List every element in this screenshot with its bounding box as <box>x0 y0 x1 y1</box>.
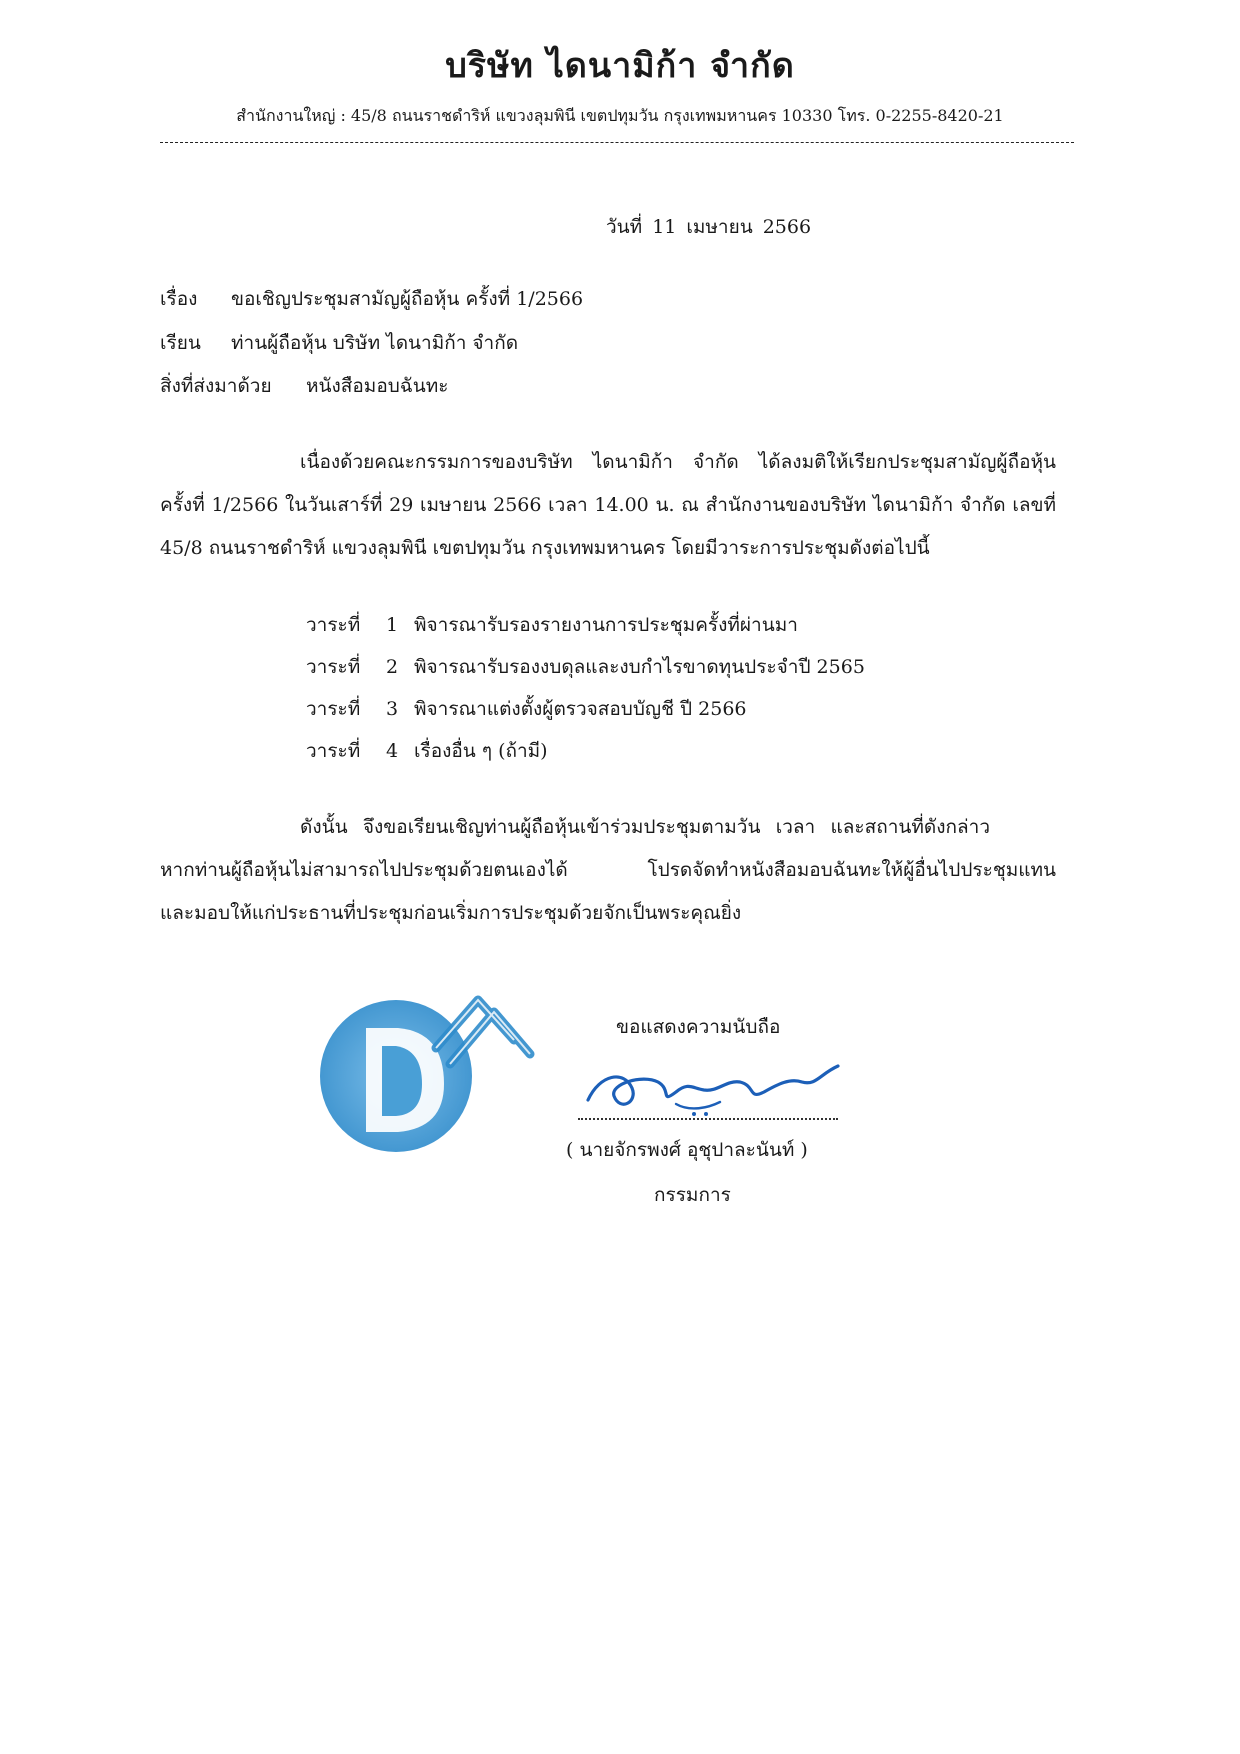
agenda-text: พิจารณาแต่งตั้งผู้ตรวจสอบบัญชี ปี 2566 <box>414 698 747 720</box>
agenda-item <box>306 610 798 640</box>
paragraph2-line1: ดังนั้น จึงขอเรียนเชิญท่านผู้ถือหุ้นเข้าร่วมประชุมตามวัน เวลา และสถานที่ดังกล่าว <box>300 816 990 838</box>
letter-date <box>606 212 821 242</box>
agenda-label: วาระที่ <box>306 656 361 678</box>
company-logo-stamp-icon <box>318 988 548 1158</box>
agenda-label: วาระที่ <box>306 698 361 720</box>
header-divider <box>160 142 1074 143</box>
signature-line <box>578 1118 838 1120</box>
signatory-title: กรรมการ <box>654 1184 731 1206</box>
date-year: 2566 <box>762 216 812 238</box>
agenda-text: เรื่องอื่น ๆ (ถ้ามี) <box>414 740 548 762</box>
agenda-text: พิจารณารับรองงบดุลและงบกำไรขาดทุนประจำปี 2565 <box>414 656 865 678</box>
date-month: เมษายน <box>686 216 753 238</box>
paragraph1-line2: ครั้งที่ 1/2566 ในวันเสาร์ที่ 29 เมษายน 2566 เวลา 14.00 น. ณ สำนักงานของบริษัท ไดนามิก้า จำกัด เลขที่ <box>160 494 1056 516</box>
subject-value: ขอเชิญประชุมสามัญผู้ถือหุ้น ครั้งที่ 1/2566 <box>231 288 584 310</box>
enclosure-label: สิ่งที่ส่งมาด้วย <box>160 375 272 397</box>
agenda-number: 2 <box>386 656 399 678</box>
agenda-number: 4 <box>386 740 399 762</box>
company-name: บริษัท ไดนามิก้า จำกัด <box>445 46 795 86</box>
company-address: สำนักงานใหญ่ : 45/8 ถนนราชดำริห์ แขวงลุมพินี เขตปทุมวัน กรุงเทพมหานคร 10330 โทร. 0-2255-8420-21 <box>236 106 1004 125</box>
agenda-number: 3 <box>386 698 399 720</box>
date-prefix: วันที่ <box>606 216 643 238</box>
paragraph2-line2: หากท่านผู้ถือหุ้นไม่สามารถไปประชุมด้วยตนเองได้ โปรดจัดทำหนังสือมอบฉันทะให้ผู้อื่นไปประชุมแทน <box>160 859 1056 881</box>
agenda-item <box>306 694 747 724</box>
recipient-value: ท่านผู้ถือหุ้น บริษัท ไดนามิก้า จำกัด <box>231 332 519 354</box>
closing-salutation: ขอแสดงความนับถือ <box>616 1016 781 1038</box>
agenda-item <box>306 652 865 682</box>
agenda-text: พิจารณารับรองรายงานการประชุมครั้งที่ผ่านมา <box>414 614 798 636</box>
recipient-label: เรียน <box>160 332 201 354</box>
paragraph1-line3: 45/8 ถนนราชดำริห์ แขวงลุมพินี เขตปทุมวัน กรุงเทพมหานคร โดยมีวาระการประชุมดังต่อไปนี้ <box>160 537 930 559</box>
agenda-number: 1 <box>386 614 399 636</box>
subject-label: เรื่อง <box>160 288 198 310</box>
date-day: 11 <box>652 216 677 238</box>
paragraph1-line1: เนื่องด้วยคณะกรรมการของบริษัท ไดนามิก้า จำกัด ได้ลงมติให้เรียกประชุมสามัญผู้ถือหุ้น <box>300 451 1056 473</box>
agenda-label: วาระที่ <box>306 614 361 636</box>
agenda-item <box>306 736 548 766</box>
enclosure-value: หนังสือมอบฉันทะ <box>306 375 449 397</box>
agenda-label: วาระที่ <box>306 740 361 762</box>
signatory-name: ( นายจักรพงศ์ อุชุปาละนันท์ ) <box>566 1139 808 1161</box>
paragraph2-line3: และมอบให้แก่ประธานที่ประชุมก่อนเริ่มการประชุมด้วยจักเป็นพระคุณยิ่ง <box>160 902 742 924</box>
signature-icon <box>580 1052 850 1124</box>
